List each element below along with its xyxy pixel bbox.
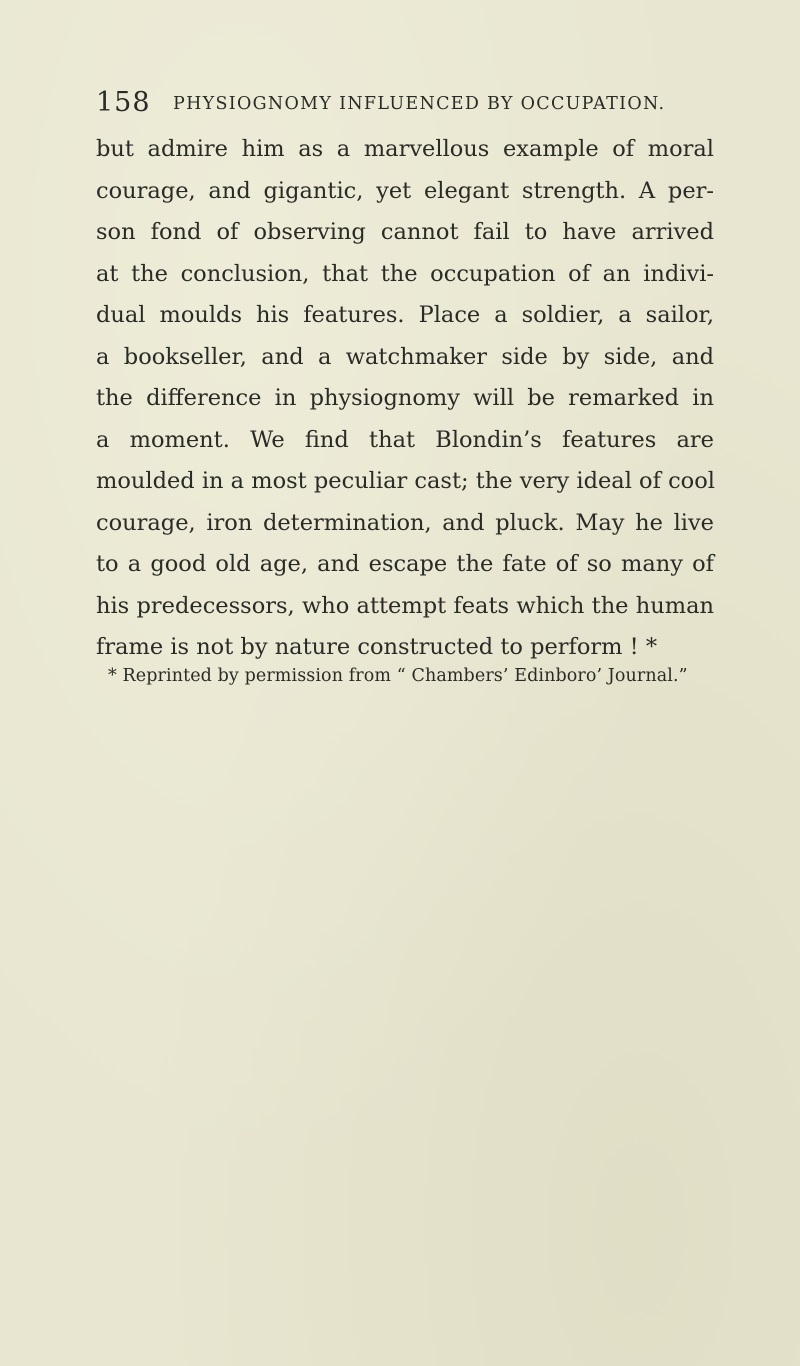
text-line: his predecessors, who attempt feats which the human [96,592,714,619]
footnote: * Reprinted by permission from “ Chambers’ Edinboro’ Journal.” [108,666,688,686]
text-line: at the conclusion, that the occupation of an indivi- [96,260,714,287]
text-line: a bookseller, and a watchmaker side by side, and [96,343,714,370]
text-line: to a good old age, and escape the fate of so many of [96,551,714,577]
text-line: courage, and gigantic, yet elegant strength. A per- [96,177,714,204]
text-line: frame is not by nature constructed to perform ! * [96,634,658,660]
body-paragraph [96,129,714,669]
text-line: but admire him as a marvellous example of moral [96,136,714,162]
page-number: 158 [96,87,151,118]
page-header [96,88,716,118]
text-line: dual moulds his features. Place a soldier, a sailor, [96,302,714,328]
text-line: the difference in physiognomy will be remarked in [96,385,714,411]
running-title: PHYSIOGNOMY INFLUENCED BY OCCUPATION. [173,94,666,114]
text-line: son fond of observing cannot fail to have arrived [96,219,714,245]
text-line: moulded in a most peculiar cast; the very ideal of cool [96,468,715,494]
text-line: a moment. We find that Blondin’s features are [96,426,714,453]
text-line: courage, iron determination, and pluck. May he live [96,509,714,536]
